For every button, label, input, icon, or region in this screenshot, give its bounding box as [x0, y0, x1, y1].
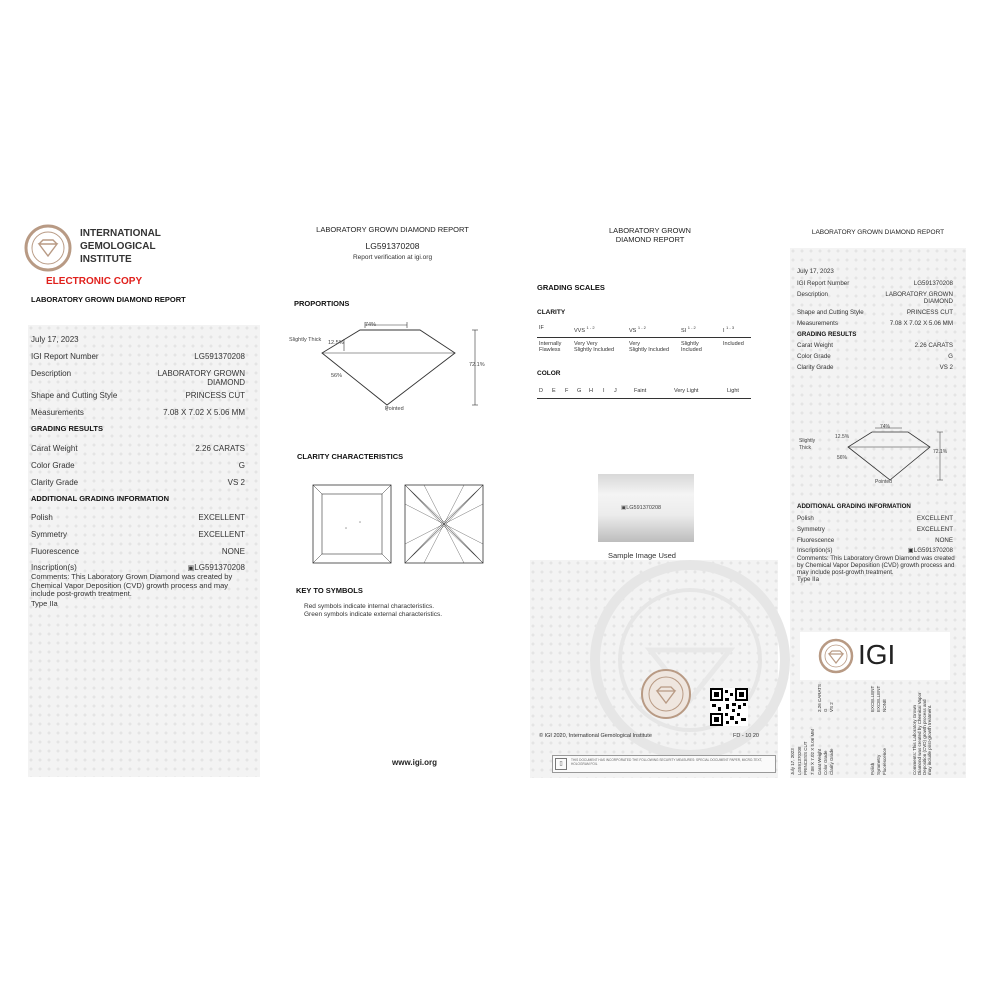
- clarity-code-i: I $^{1 - 3}$: [723, 325, 735, 334]
- report-title: LABORATORY GROWN DIAMOND REPORT: [31, 295, 186, 304]
- institute-name-line1: INTERNATIONAL: [80, 228, 161, 239]
- sample-inscription-text: ▣LG591370208: [621, 505, 662, 511]
- inscription-label: Inscription(s): [31, 563, 77, 572]
- proportions-crown-pct: 12.5%: [328, 340, 344, 346]
- proportions-heading: PROPORTIONS: [294, 299, 350, 308]
- panel4-title: LABORATORY GROWN DIAMOND REPORT: [811, 229, 945, 236]
- p4-fluorescence-label: Fluorescence: [797, 537, 835, 544]
- institute-name-line3: INSTITUTE: [80, 254, 132, 265]
- p4-inscription-value: ▣LG591370208: [907, 547, 953, 554]
- p4-number-label: IGI Report Number: [797, 280, 850, 287]
- color-letter-g: G: [577, 388, 582, 394]
- measurements-label: Measurements: [31, 408, 84, 417]
- proportions-culet: Pointed: [385, 406, 404, 412]
- key-red-text: Red symbols indicate internal characteristics.: [304, 603, 435, 610]
- igi-brand-text: IGI: [858, 639, 896, 670]
- mini-card-shape: PRINCESS CUT: [803, 741, 808, 775]
- panel2-verify: Report verification at igi.org: [352, 254, 433, 261]
- clarity-scale-line: [537, 337, 751, 338]
- shape-value: PRINCESS CUT: [185, 391, 245, 400]
- symmetry-label: Symmetry: [31, 530, 67, 539]
- igi-brand-logo: [818, 638, 854, 674]
- description-value: LABORATORY GROWN DIAMOND: [157, 369, 245, 387]
- p4-inscription-label: Inscription(s): [797, 547, 833, 554]
- igi-seal-logo: [22, 222, 74, 274]
- mini-card-symmetry-label: Symmetry: [876, 754, 881, 775]
- clarity-characteristics-heading: CLARITY CHARACTERISTICS: [297, 452, 404, 461]
- proportions-girdle: Slightly Thick: [289, 337, 322, 343]
- clarity-desc-if: Internally Flawless: [539, 341, 562, 353]
- clarity-label: Clarity Grade: [31, 478, 79, 487]
- website-link[interactable]: www.igi.org: [392, 758, 438, 767]
- fluorescence-label: Fluorescence: [31, 547, 80, 556]
- mini-card-fluorescence-label: Fluorescence: [882, 747, 887, 775]
- p4-depth-pct: 72.1%: [933, 449, 948, 455]
- p4-color-value: G: [948, 353, 953, 360]
- p4-number-value: LG591370208: [913, 280, 953, 287]
- panel2-report-number: LG591370208: [365, 241, 420, 251]
- clarity-desc-i: Included: [723, 341, 744, 347]
- color-scale-line: [537, 398, 751, 399]
- p4-table-pct: 74%: [880, 424, 891, 430]
- watermark-seal: [590, 560, 790, 760]
- mini-card-number: LG591370208: [797, 746, 802, 775]
- key-to-symbols-heading: KEY TO SYMBOLS: [296, 586, 363, 595]
- clarity-value: VS 2: [227, 478, 245, 487]
- proportions-diagram: [280, 315, 490, 420]
- mini-card-carat-label: Carat Weight: [817, 748, 822, 775]
- inscription-mark-icon: ▣: [621, 505, 627, 511]
- type-text: Type IIa: [31, 599, 58, 608]
- color-word-very-light: Very Light: [674, 388, 699, 394]
- p4-fluorescence-value: NONE: [935, 537, 953, 544]
- mini-card-color: G: [823, 708, 828, 712]
- p4-date: July 17, 2023: [797, 268, 834, 275]
- security-icon: ▯: [555, 758, 567, 770]
- qr-code-icon[interactable]: [710, 688, 748, 726]
- p4-additional-heading: ADDITIONAL GRADING INFORMATION: [797, 503, 911, 510]
- clarity-plot-pavilion: [404, 484, 484, 564]
- panel2-title: LABORATORY GROWN DIAMOND REPORT: [316, 225, 469, 234]
- p4-crown-pct: 12.5%: [835, 434, 850, 440]
- institute-name-line2: GEMOLOGICAL: [80, 241, 156, 252]
- p4-inscription-icon: ▣: [907, 547, 914, 554]
- p4-polish-label: Polish: [797, 515, 814, 522]
- report-number-label: IGI Report Number: [31, 352, 99, 361]
- mini-card-symmetry: EXCELLENT: [876, 685, 881, 712]
- key-green-text: Green symbols indicate external characteristics.: [304, 611, 443, 618]
- clarity-scale-heading: CLARITY: [537, 309, 566, 316]
- mini-card-polish: EXCELLENT: [870, 685, 875, 712]
- color-letter-h: H: [589, 388, 593, 394]
- p4-clarity-label: Clarity Grade: [797, 364, 834, 371]
- polish-value: EXCELLENT: [198, 513, 245, 522]
- color-word-light: Light: [727, 388, 739, 394]
- color-letter-e: E: [552, 388, 556, 394]
- report-number-value: LG591370208: [194, 352, 245, 361]
- p4-clarity-value: VS 2: [939, 364, 953, 371]
- mini-card-carat: 2.26 CARATS: [817, 684, 822, 712]
- p4-shape-label: Shape and Cutting Style: [797, 309, 864, 316]
- mini-card-color-label: Color Grade: [823, 750, 828, 775]
- p4-shape-value: PRINCESS CUT: [906, 309, 953, 316]
- proportions-table-pct: 74%: [365, 322, 377, 328]
- mini-card-comments: Comments: This Laboratory Grown Diamond was created by Chemical Vapor Deposition (CVD) growth process and may include post-growth treatment.: [912, 692, 932, 775]
- color-letter-d: D: [539, 388, 543, 394]
- proportions-pavilion-pct: 56%: [331, 373, 343, 379]
- p4-polish-value: EXCELLENT: [916, 515, 953, 522]
- shape-label: Shape and Cutting Style: [31, 391, 118, 400]
- report-date: July 17, 2023: [31, 335, 79, 344]
- p4-carat-label: Carat Weight: [797, 342, 833, 349]
- p4-grading-results-heading: GRADING RESULTS: [797, 331, 857, 338]
- p4-measurements-label: Measurements: [797, 320, 838, 327]
- inscription-icon: ▣: [187, 565, 195, 572]
- electronic-copy-label: ELECTRONIC COPY: [46, 276, 143, 287]
- sample-inscription-image: [598, 474, 694, 542]
- mini-card-polish-label: Polish: [870, 762, 875, 775]
- polish-label: Polish: [31, 513, 53, 522]
- security-strip-text: THIS DOCUMENT HAS INCORPORATED THE FOLLOWING SECURITY MEASURES: SPECIAL DOCUMENT PAPER, MICRO-TEXT, HOLOGRAM FOIL: [571, 758, 763, 766]
- carat-label: Carat Weight: [31, 444, 78, 453]
- clarity-desc-si: Slightly Included: [681, 341, 702, 353]
- p4-pavilion-pct: 56%: [837, 455, 848, 461]
- p4-carat-value: 2.26 CARATS: [914, 342, 953, 349]
- inscription-value: ▣LG591370208: [187, 563, 245, 572]
- symmetry-value: EXCELLENT: [198, 530, 245, 539]
- clarity-plot-crown: [312, 484, 392, 564]
- p4-description-value: LABORATORY GROWN DIAMOND: [885, 291, 953, 305]
- color-letter-i: I: [603, 388, 605, 394]
- clarity-desc-vvs: Very Very Slightly Included: [574, 341, 615, 353]
- copyright-text: © IGI 2020, International Gemological Institute: [539, 733, 652, 739]
- p4-girdle: Slightly Thick: [799, 438, 816, 451]
- comments-text: Comments: This Laboratory Grown Diamond was created by Chemical Vapor Deposition (CVD) growth process and may include post-growth treatment.: [31, 572, 233, 598]
- grading-results-heading: GRADING RESULTS: [31, 424, 103, 433]
- p4-color-label: Color Grade: [797, 353, 831, 360]
- clarity-code-if: IF: [539, 325, 544, 331]
- proportions-depth-pct: 72.1%: [469, 362, 485, 368]
- p4-symmetry-label: Symmetry: [797, 526, 825, 533]
- p4-comments: Comments: This Laboratory Grown Diamond was created by Chemical Vapor Deposition (CVD) growth process and may include post-growth treatment.: [797, 555, 955, 576]
- clarity-code-si: SI $^{1 - 2}$: [681, 325, 696, 334]
- clarity-code-vvs: VVS $^{1 - 2}$: [574, 325, 595, 334]
- fluorescence-value: NONE: [221, 547, 245, 556]
- p4-symmetry-value: EXCELLENT: [916, 526, 953, 533]
- description-label: Description: [31, 369, 72, 378]
- panel3-title-line2: DIAMOND REPORT: [615, 235, 685, 244]
- carat-value: 2.26 CARATS: [195, 444, 245, 453]
- mini-card-measurements: 7.08 X 7.02 X 5.06 MM: [810, 728, 815, 775]
- color-value: G: [238, 461, 245, 470]
- grading-scales-heading: GRADING SCALES: [537, 283, 605, 292]
- color-scale-heading: COLOR: [537, 370, 561, 377]
- p4-type: Type IIa: [797, 576, 820, 583]
- clarity-code-vs: VS $^{1 - 2}$: [629, 325, 646, 334]
- mini-card-clarity: VS 2: [829, 702, 834, 712]
- p4-measurements-value: 7.08 X 7.02 X 5.06 MM: [889, 320, 953, 327]
- panel3-title-line1: LABORATORY GROWN: [609, 226, 691, 235]
- clarity-desc-vs: Very Slightly Included: [629, 341, 670, 353]
- mini-card-clarity-label: Clarity Grade: [829, 748, 834, 775]
- igi-hologram-seal: [640, 668, 692, 720]
- p4-culet: Pointed: [875, 479, 892, 485]
- p4-description-label: Description: [797, 291, 828, 298]
- mini-card-fluorescence: NONE: [882, 698, 887, 712]
- measurements-value: 7.08 X 7.02 X 5.06 MM: [163, 408, 245, 417]
- additional-info-heading: ADDITIONAL GRADING INFORMATION: [31, 494, 170, 503]
- form-code: FD - 10 20: [733, 733, 759, 739]
- mini-card-date: July 17, 2023: [790, 748, 795, 775]
- sample-image-caption: Sample Image Used: [608, 551, 676, 560]
- color-letter-f: F: [565, 388, 569, 394]
- color-word-faint: Faint: [634, 388, 647, 394]
- color-letter-j: J: [614, 388, 617, 394]
- color-label: Color Grade: [31, 461, 75, 470]
- security-strip: [552, 755, 776, 773]
